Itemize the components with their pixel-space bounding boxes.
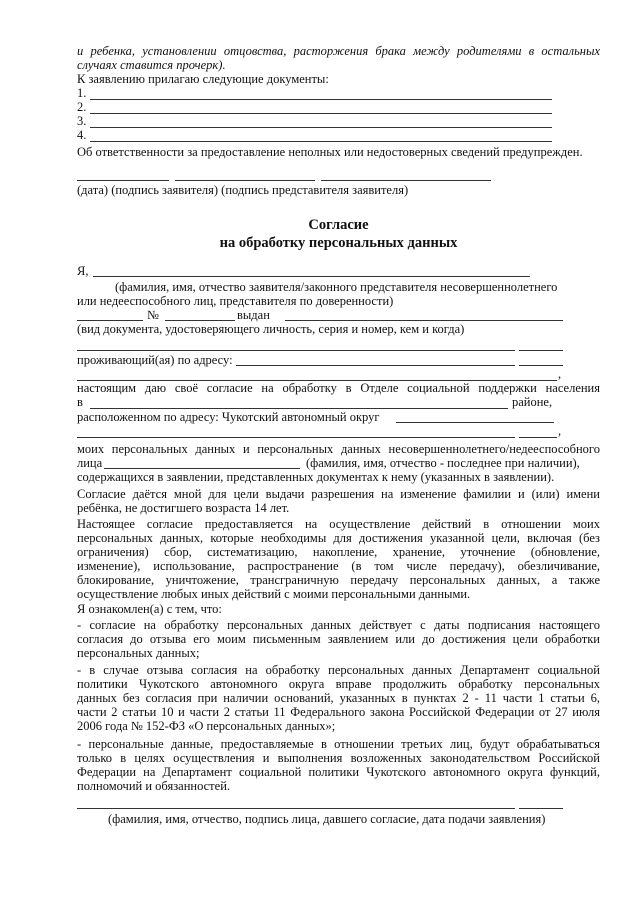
purpose-text: ребёнка, не достигшего возраста 14 лет. [77, 501, 290, 515]
intro-text-line: и ребенка, установлении отцовства, расторжения брака между родителями в остальных [77, 44, 600, 58]
located-field-2-end[interactable] [519, 437, 557, 438]
doc-number-field[interactable] [165, 320, 235, 321]
doc-line-number: 3. [77, 114, 87, 128]
comma: , [558, 424, 562, 438]
my-data-text: содержащихся в заявлении, представленных документах к нему (указанных в заявлении). [77, 470, 555, 484]
bullet-text: Федерации на Департамент социальной политики Чукотского автономного округа функций, [77, 765, 600, 779]
minor-name-field[interactable] [104, 468, 300, 469]
actions-text: персональных данных, которые необходимы для достижения указанной цели, включая (без [77, 531, 600, 545]
bullet-text: - в случае отзыва согласия на обработку персональных данных Департамент социальной [77, 663, 600, 677]
my-data-text: моих персональных данных и персональных данных несовершеннолетнего/недееспособного [77, 442, 600, 456]
doc-field-4[interactable] [90, 141, 552, 142]
district-field[interactable] [90, 408, 508, 409]
doc-line-number: 2. [77, 100, 87, 114]
my-data-text: лица [77, 456, 103, 470]
responsibility-text: Об ответственности за предоставление неполных или недостоверных сведений предупрежден. [77, 145, 583, 159]
issued-label: выдан [237, 308, 270, 322]
in-label: в [77, 395, 83, 409]
bullet-text: данных без согласия при наличии оснований, указанных в пунктах 2 - 11 части 1 статьи 6, [77, 691, 600, 705]
representative-signature-field[interactable] [321, 180, 491, 181]
name-hint: или недееспособного лиц, представителя по доверенности) [77, 294, 394, 308]
doc-line-number: 1. [77, 86, 87, 100]
address-top-line[interactable] [77, 350, 515, 351]
address-field[interactable] [236, 365, 515, 366]
district-label: районе, [512, 395, 553, 409]
address-field-end[interactable] [519, 365, 563, 366]
purpose-text: Согласие даётся мной для цели выдачи разрешения на изменение фамилии и (или) имени [77, 487, 600, 501]
bullet-text: политики Чукотского автономного округа вправе продолжить обработку персональных [77, 677, 600, 691]
final-signature-field-end[interactable] [519, 808, 563, 809]
located-field[interactable] [396, 422, 554, 423]
consent-title: Согласие [308, 217, 369, 233]
name-hint: (фамилия, имя, отчество заявителя/законного представителя несовершеннолетнего [115, 280, 558, 294]
bullet-text: персональных данных; [77, 646, 200, 660]
address-label: проживающий(ая) по адресу: [77, 353, 233, 367]
bullet-text: только в целях осуществления и выполнения возложенных законодательством Российской [77, 751, 600, 765]
final-signature-field[interactable] [77, 808, 515, 809]
bullet-text: полномочий и обязанностей. [77, 779, 231, 793]
signature-caption: (дата) (подпись заявителя) (подпись представителя заявителя) [77, 183, 409, 197]
actions-text: осуществление любых иных действий с моими персональными данными. [77, 587, 471, 601]
final-caption: (фамилия, имя, отчество, подпись лица, давшего согласие, дата подачи заявления) [108, 812, 546, 826]
applicant-signature-field[interactable] [175, 180, 315, 181]
doc-line-number: 4. [77, 128, 87, 142]
address-top-line-end[interactable] [519, 350, 563, 351]
date-field[interactable] [77, 180, 169, 181]
consent-subtitle: на обработку персональных данных [219, 235, 458, 251]
actions-text: изменение), использование, распространение (в том числе передачу), обезличивание, [77, 559, 600, 573]
aware-label: Я ознакомлен(а) с тем, что: [77, 602, 222, 616]
issued-by-field[interactable] [285, 320, 563, 321]
bullet-text: согласия до отзыва его моим письменным заявлением или до достижения цели обработки [77, 632, 600, 646]
number-sign: № [147, 308, 159, 322]
i-label: Я, [77, 264, 89, 278]
intro-text-line: случаях ставится прочерк). [77, 58, 226, 72]
bullet-text: 2006 года № 152-ФЗ «О персональных данных»; [77, 719, 336, 733]
attach-label: К заявлению прилагаю следующие документы: [77, 72, 329, 86]
doc-type-field[interactable] [77, 320, 143, 321]
hereby-text: настоящим даю своё согласие на обработку в Отделе социальной поддержки населения [77, 381, 600, 395]
applicant-name-field[interactable] [93, 276, 530, 277]
my-data-text: (фамилия, имя, отчество - последнее при наличии), [306, 456, 580, 470]
actions-text: ограничения) сбор, систематизацию, накопление, хранение, уточнение (обновление, [77, 545, 600, 559]
comma: , [558, 367, 562, 381]
bullet-text: - согласие на обработку персональных данных действует с даты подписания настоящего [77, 618, 600, 632]
located-field-2[interactable] [77, 437, 515, 438]
actions-text: блокирование, уничтожение, трансграничную передачу персональных данных, а также [77, 573, 600, 587]
located-label: расположенном по адресу: Чукотский автономный округ [77, 410, 380, 424]
doc-hint: (вид документа, удостоверяющего личность, серия и номер, кем и когда) [77, 322, 465, 336]
bullet-text: части 2 статьи 10 и части 2 статьи 11 Федерального закона Российской Федерации от 27 июля [77, 705, 600, 719]
actions-text: Настоящее согласие предоставляется на осуществление действий в отношении моих [77, 517, 600, 531]
bullet-text: - персональные данные, предоставляемые в отношении третьих лиц, будут обрабатываться [77, 737, 600, 751]
